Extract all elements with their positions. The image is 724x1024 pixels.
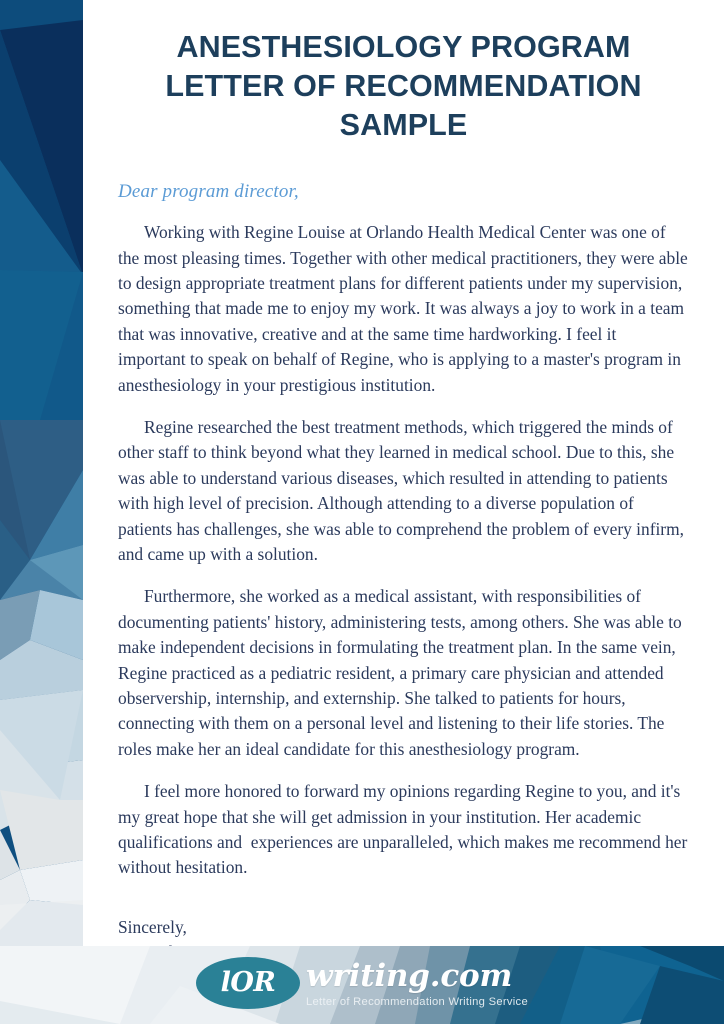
logo-tagline: Letter of Recommendation Writing Service: [306, 996, 528, 1008]
letter-paragraph-3: Furthermore, she worked as a medical assistant, with responsibilities of documenting patients' history, administering tests, among others. She was able to make independent decisions in formulating the treatment plan. In the same vein, Regine practiced as a pediatric resident, a primary care physician and attended observership, internship, and externship. She talked to patients for hours, connecting with them on a personal level and listening to their life stories. The roles make her an ideal candidate for this anesthesiology program.: [118, 586, 687, 759]
footer-logo-area: [0, 946, 724, 1024]
letter-body: [83, 181, 724, 966]
logo-badge-text: lOR: [220, 966, 276, 998]
logo-wordmark-group: [306, 957, 528, 1008]
letter-paragraph-2: Regine researched the best treatment methods, which triggered the minds of other staff to think beyond what they learned in medical school. Due to this, she was able to understand various diseases, which resulted in attending to patients with high level of precision. Although attending to a diverse population of patients has challenges, she was able to comprehend the problem of every infirm, and came up with a solution.: [118, 416, 689, 564]
letter-content: [83, 0, 724, 946]
decorative-sidebar-pattern: [0, 0, 83, 1024]
closing-line: Sincerely,: [118, 916, 187, 937]
letter-paragraph-4: I feel more honored to forward my opinions regarding Regine to you, and it's my great hope that she will get admission in your institution. Her academic qualifications and experiences are unparalleled, which makes me recommend her without hesitation.: [118, 781, 692, 878]
page-title: ANESTHESIOLOGY PROGRAM LETTER OF RECOMMENDATION SAMPLE: [165, 30, 642, 143]
brand-logo[interactable]: [196, 957, 528, 1009]
letter-paragraph-1: Working with Regine Louise at Orlando Health Medical Center was one of the most pleasing times. Together with other medical practitioners, they were able to design appropriate treatment plans for different patients under my supervision, something that made me to enjoy my work. It was always a joy to work in a team that was innovative, creative and at the same time hardworking. I feel it important to speak on behalf of Regine, who is applying to a master's program in anesthesiology in your prestigious institution.: [118, 222, 693, 395]
footer-brand-band: [0, 946, 724, 1024]
sidebar-polygon-art: [0, 0, 83, 1024]
lor-badge-icon: [196, 957, 300, 1009]
logo-wordmark: writing.com: [306, 958, 513, 994]
salutation: Dear program director,: [118, 181, 299, 203]
